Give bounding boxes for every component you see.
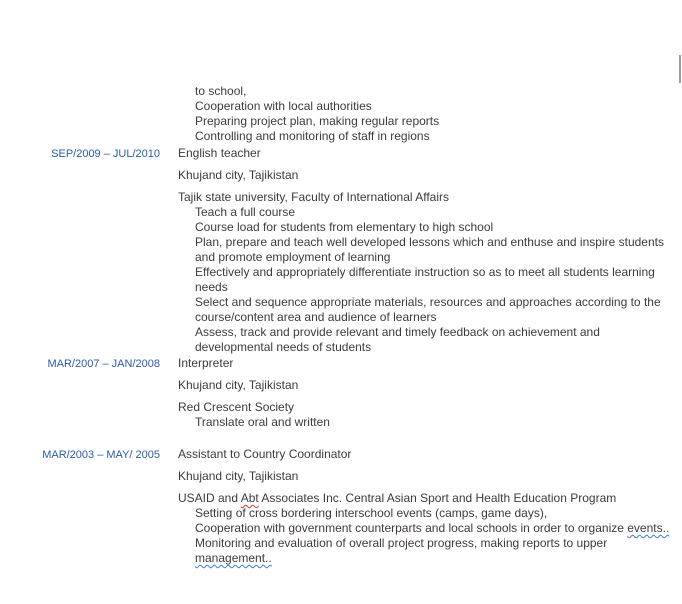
work-entry-interpreter (47, 356, 678, 430)
entry-date: MAR/2007 – JAN/2008 (47, 358, 160, 370)
duty-line: Teach a full course (195, 205, 296, 219)
duty-line: Plan, prepare and teach well developed lessons which and enthuse and inspire students and promote employment of learning (195, 235, 664, 264)
employer-text: USAID and (178, 491, 241, 505)
duty-line: Course load for students from elementary to high school (195, 220, 494, 234)
job-location: Khujand city, Tajikistan (178, 168, 299, 182)
duty-line: Controlling and monitoring of staff in regions (195, 129, 430, 143)
duty-line: Translate oral and written (195, 415, 330, 429)
duty-line: to school, (195, 84, 247, 98)
job-title: Assistant to Country Coordinator (178, 447, 352, 461)
employer-name: Red Crescent Society (178, 400, 295, 414)
employer-text: Associates Inc. Central Asian Sport and Health Education Program (258, 491, 617, 505)
duty-line: Cooperation with local authorities (195, 99, 372, 113)
scrollbar-thumb[interactable] (679, 55, 681, 83)
job-location: Khujand city, Tajikistan (178, 469, 299, 483)
entry-date: MAR/2003 – MAY/ 2005 (42, 449, 160, 461)
misspelled-word: Abt (240, 491, 259, 505)
duty-line: Assess, track and provide relevant and timely feedback on achievement and developmental needs of students (195, 325, 600, 354)
job-location: Khujand city, Tajikistan (178, 378, 299, 392)
duty-line: Setting of cross bordering interschool events (camps, game days), (195, 506, 548, 520)
work-entry-english-teacher (51, 146, 678, 355)
employer-name (178, 491, 678, 506)
grammar-flagged-word: management.. (195, 551, 272, 565)
duty-line: Select and sequence appropriate materials, resources and approaches according to the course/content area and audience of learners (195, 295, 661, 324)
duty-line (195, 536, 675, 566)
duties-list (178, 205, 675, 355)
duty-text: Cooperation with government counterparts and local schools in order to organize (195, 521, 628, 535)
work-entry-assistant-coordinator (42, 447, 678, 566)
duty-line (195, 521, 675, 536)
work-experience-section (42, 84, 678, 566)
employer-name: Tajik state university, Faculty of International Affairs (178, 190, 450, 204)
continuation-duties (178, 84, 675, 144)
duties-list (178, 506, 675, 566)
duty-text: Monitoring and evaluation of overall project progress, making reports to upper (195, 536, 608, 550)
grammar-flagged-word: events.. (627, 521, 670, 535)
job-title: English teacher (178, 146, 261, 160)
job-title: Interpreter (178, 356, 234, 370)
duties-list (178, 415, 675, 430)
duty-line: Preparing project plan, making regular reports (195, 114, 440, 128)
entry-date: SEP/2009 – JUL/2010 (51, 148, 160, 160)
duty-line: Effectively and appropriately differentiate instruction so as to meet all students learning needs (195, 265, 655, 294)
